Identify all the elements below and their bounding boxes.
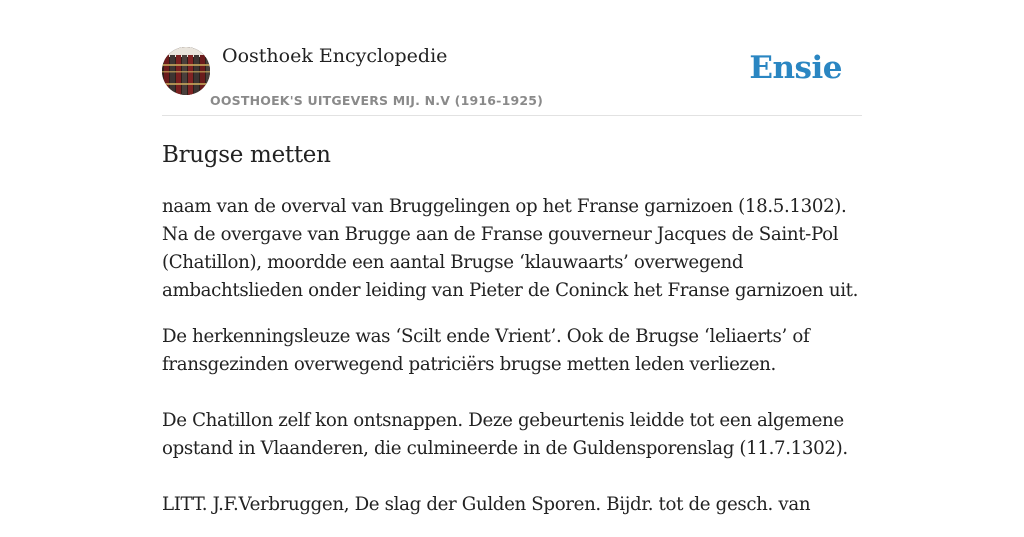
- article-title: Brugse metten: [162, 142, 331, 168]
- article-paragraph: naam van de overval van Bruggelingen op het Franse garnizoen (18.5.1302). Na de overgave van Brugge aan de Franse gouverneur Jacques de Saint-Pol (Chatillon), moordde een aantal Brugse ‘klauwaarts’ overwegend ambachtslieden onder leiding van Pieter de Coninck het Franse garnizoen uit.: [162, 196, 859, 301]
- article-paragraph: De Chatillon zelf kon ontsnappen. Deze gebeurtenis leidde tot een algemene opstand in Vlaanderen, die culmineerde in de Guldensporenslag (11.7.1302).: [162, 410, 848, 459]
- encyclopedia-books-icon[interactable]: [162, 47, 210, 95]
- page: [162, 0, 862, 537]
- site-name[interactable]: Oosthoek Encyclopedie: [222, 45, 448, 67]
- article-body: [162, 193, 862, 519]
- article-paragraph: De herkenningsleuze was ‘Scilt ende Vrient’. Ook de Brugse ‘leliaerts’ of fransgezinden overwegend patriciërs brugse metten leden verliezen.: [162, 326, 810, 375]
- publisher-label: OOSTHOEK'S UITGEVERS MIJ. N.V (1916-1925): [210, 93, 544, 108]
- site-header: [162, 0, 862, 116]
- ensie-logo[interactable]: Ensie: [749, 50, 842, 86]
- article-paragraph: LITT. J.F.Verbruggen, De slag der Gulden Sporen. Bijdr. tot de gesch. van: [162, 494, 811, 515]
